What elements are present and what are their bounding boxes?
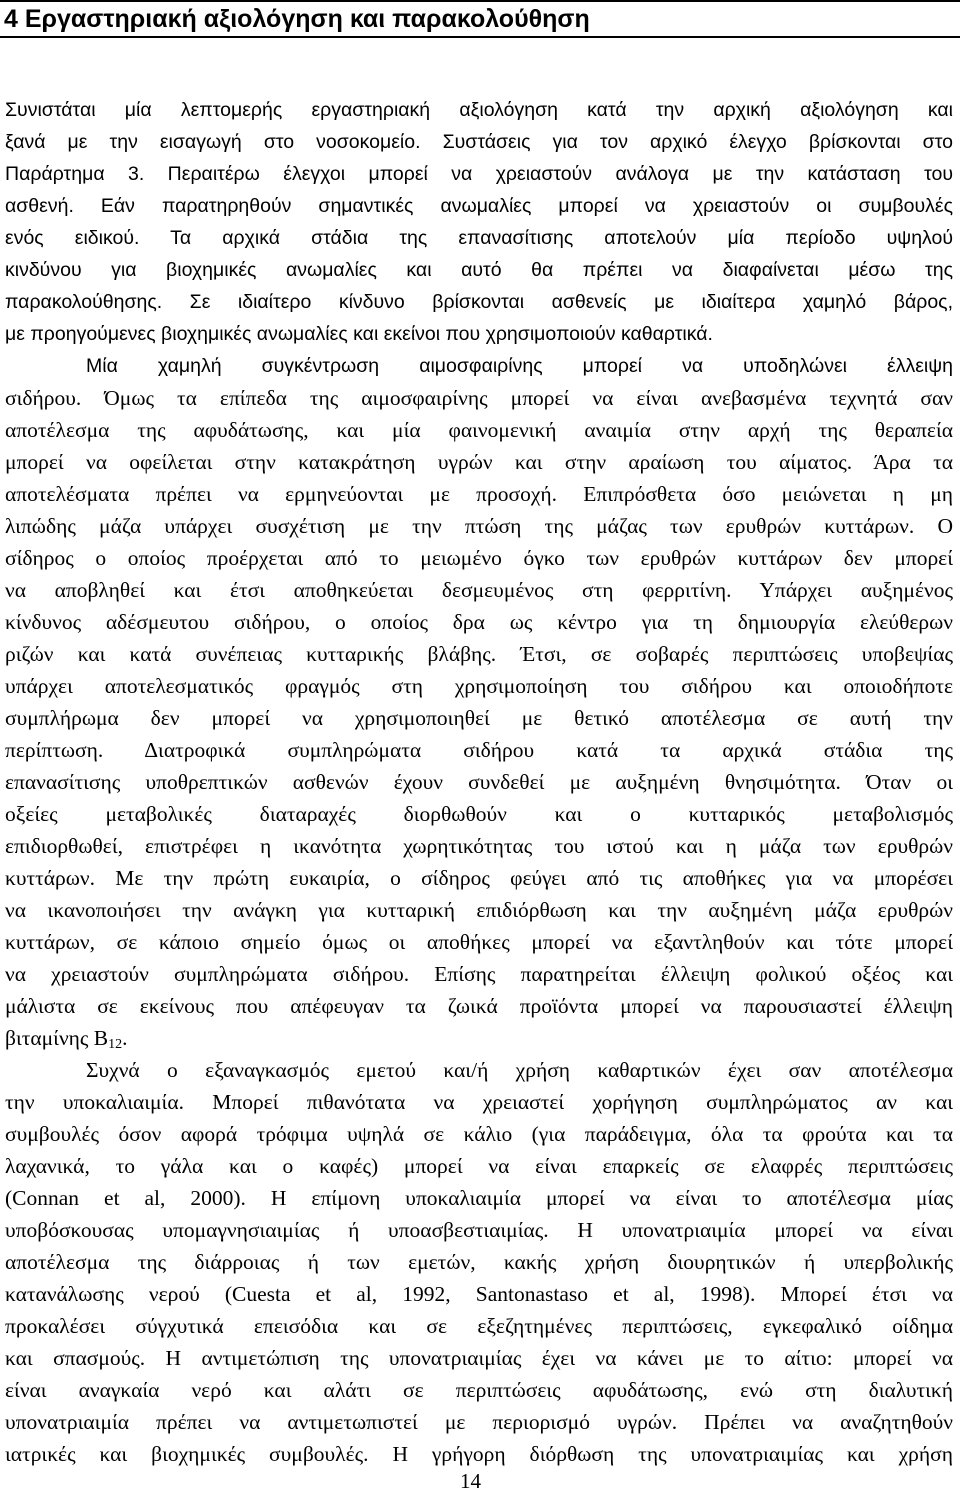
text-line: υποβόσκουσας υπομαγνησιαιμίας ή υποασβεστιαιμίας. Η υπονατριαιμία μπορεί να είναι bbox=[5, 1218, 953, 1242]
text-line: Συχνά ο εξαναγκασμός εμετού και/ή χρήση καθαρτικών έχει σαν αποτέλεσμα bbox=[86, 1058, 953, 1082]
text-line: (Connan et al, 2000). Η επίμονη υποκαλιαιμία μπορεί να είναι το αποτέλεσμα μίας bbox=[5, 1186, 953, 1210]
page-number: 14 bbox=[460, 1469, 481, 1493]
text-line: ριζών και κατά συνέπειας κυτταρικής βλάβης. Έτσι, σε σοβαρές περιπτώσεις υποβεψίας bbox=[5, 642, 953, 666]
text-line: επανασίτισης υποθρεπτικών ασθενών έχουν συνδεθεί με αυξημένη θνησιμότητα. Όταν οι bbox=[5, 770, 953, 794]
text-line: αποτέλεσμα της διάρροιας ή των εμετών, κακής χρήση διουρητικών ή υπερβολικής bbox=[5, 1250, 953, 1274]
text-line: ενός ειδικού. Τα αρχικά στάδια της επανασίτισης αποτελούν μία περίοδο υψηλού bbox=[5, 227, 953, 249]
text-line: υπάρχει αποτελεσματικός φραγμός στη χρησιμοποίηση του σιδήρου και οποιοδήποτε bbox=[5, 674, 953, 698]
text-line bbox=[5, 1022, 128, 1054]
text-line: υπονατριαιμία πρέπει να αντιμετωπιστεί με περιορισμό υγρών. Πρέπει να αναζητηθούν bbox=[5, 1410, 953, 1434]
text-line: ασθενή. Εάν παρατηρηθούν σημαντικές ανωμαλίες μπορεί να χρειαστούν οι συμβουλές bbox=[5, 195, 953, 217]
text-line: με προηγούμενες βιοχημικές ανωμαλίες και εκείνοι που χρησιμοποιούν καθαρτικά. bbox=[5, 323, 713, 345]
text-line: οξείες μεταβολικές διαταραχές διορθωθούν και ο κυτταρικός μεταβολισμός bbox=[5, 802, 953, 826]
text-line: αποτελέσματα πρέπει να ερμηνεύονται με προσοχή. Επιπρόσθετα όσο μειώνεται η μη bbox=[5, 482, 953, 506]
text-line: σιδήρου. Όμως τα επίπεδα της αιμοσφαιρίνης μπορεί να είναι ανεβασμένα τεχνητά σαν bbox=[5, 386, 953, 410]
text-line: κίνδυνος αδέσμευτου σιδήρου, ο οποίος δρα ως κέντρο για τη δημιουργία ελεύθερων bbox=[5, 610, 953, 634]
text-line: να χρειαστούν συμπληρώματα σιδήρου. Επίσης παρατηρείται έλλειψη φολικού οξέος και bbox=[5, 962, 953, 986]
text-line: μάλιστα σε εκείνους που απέφευγαν τα ζωικά προϊόντα μπορεί να παρουσιαστεί έλλειψη bbox=[5, 994, 953, 1018]
text-line: Μία χαμηλή συγκέντρωση αιμοσφαιρίνης μπορεί να υποδηλώνει έλλειψη bbox=[86, 355, 953, 377]
text-fragment: βιταμίνης Β bbox=[5, 1026, 109, 1050]
text-line: ξανά με την εισαγωγή στο νοσοκομείο. Συστάσεις για τον αρχικό έλεγχο βρίσκονται στο bbox=[5, 131, 953, 153]
text-line: λιπώδης μάζα υπάρχει συσχέτιση με την πτώση της μάζας των ερυθρών κυττάρων. Ο bbox=[5, 514, 953, 538]
text-line: συμπλήρωμα δεν μπορεί να χρησιμοποιηθεί με θετικό αποτέλεσμα σε αυτή την bbox=[5, 706, 953, 730]
text-line: Παράρτημα 3. Περαιτέρω έλεγχοι μπορεί να χρειαστούν ανάλογα με την κατάσταση του bbox=[5, 163, 953, 185]
text-fragment: . bbox=[122, 1026, 128, 1050]
text-line: να ικανοποιήσει την ανάγκη για κυτταρική επιδιόρθωση και την αυξημένη μάζα ερυθρών bbox=[5, 898, 953, 922]
text-line: αποτέλεσμα της αφυδάτωσης, και μία φαινομενική αναιμία στην αρχή της θεραπεία bbox=[5, 418, 953, 442]
text-line: την υποκαλιαιμία. Μπορεί πιθανότατα να χρειαστεί χορήγηση συμπληρώματος αν και bbox=[5, 1090, 953, 1114]
text-line: ιατρικές και βιοχημικές συμβουλές. Η γρήγορη διόρθωση της υπονατριαιμίας και χρήση bbox=[5, 1442, 953, 1466]
section-heading-bar bbox=[0, 0, 960, 38]
text-line: συμβουλές όσον αφορά τρόφιμα υψηλά σε κάλιο (για παράδειγμα, όλα τα φρούτα και τα bbox=[5, 1122, 953, 1146]
text-line: παρακολούθησης. Σε ιδιαίτερο κίνδυνο βρίσκονται ασθενείς με ιδιαίτερα χαμηλό βάρος, bbox=[5, 291, 953, 313]
text-line: κατανάλωσης νερού (Cuesta et al, 1992, Santonastaso et al, 1998). Μπορεί έτσι να bbox=[5, 1282, 953, 1306]
subscript: 12 bbox=[108, 1037, 123, 1052]
text-line: μπορεί να οφείλεται στην κατακράτηση υγρών και στην αραίωση του αίματος. Άρα τα bbox=[5, 450, 953, 474]
text-line: επιδιορθωθεί, επιστρέφει η ικανότητα χωρητικότητας του ιστού και η μάζα των ερυθρών bbox=[5, 834, 953, 858]
text-line: κυττάρων, σε κάποιο σημείο όμως οι αποθήκες μπορεί να εξαντληθούν και τότε μπορεί bbox=[5, 930, 953, 954]
text-line: λαχανικά, το γάλα και ο καφές) μπορεί να είναι επαρκείς σε ελαφρές περιπτώσεις bbox=[5, 1154, 953, 1178]
text-line: Συνιστάται μία λεπτομερής εργαστηριακή αξιολόγηση κατά την αρχική αξιολόγηση και bbox=[5, 99, 953, 121]
text-line: να αποβληθεί και έτσι αποθηκεύεται δεσμευμένος στη φερριτίνη. Υπάρχει αυξημένος bbox=[5, 578, 953, 602]
text-line: είναι αναγκαία νερό και αλάτι σε περιπτώσεις αφυδάτωσης, ενώ στη διαλυτική bbox=[5, 1378, 953, 1402]
text-line: σίδηρος ο οποίος προέρχεται από το μειωμένο όγκο των ερυθρών κυττάρων δεν μπορεί bbox=[5, 546, 953, 570]
text-line: περίπτωση. Διατροφικά συμπληρώματα σιδήρου κατά τα αρχικά στάδια της bbox=[5, 738, 953, 762]
text-line: και σπασμούς. Η αντιμετώπιση της υπονατριαιμίας έχει να κάνει με το αίτιο: μπορεί να bbox=[5, 1346, 953, 1370]
text-line: κυττάρων. Με την πρώτη ευκαιρία, ο σίδηρος φεύγει από τις αποθήκες για να μπορέσει bbox=[5, 866, 953, 890]
text-line: προκαλέσει σύγχυτικά επεισόδια και σε εξεζητημένες περιπτώσεις, εγκεφαλικό οίδημα bbox=[5, 1314, 953, 1338]
section-heading: 4 Εργαστηριακή αξιολόγηση και παρακολούθηση bbox=[4, 5, 590, 33]
text-line: κινδύνου για βιοχημικές ανωμαλίες και αυτό θα πρέπει να διαφαίνεται μέσω της bbox=[5, 259, 953, 281]
